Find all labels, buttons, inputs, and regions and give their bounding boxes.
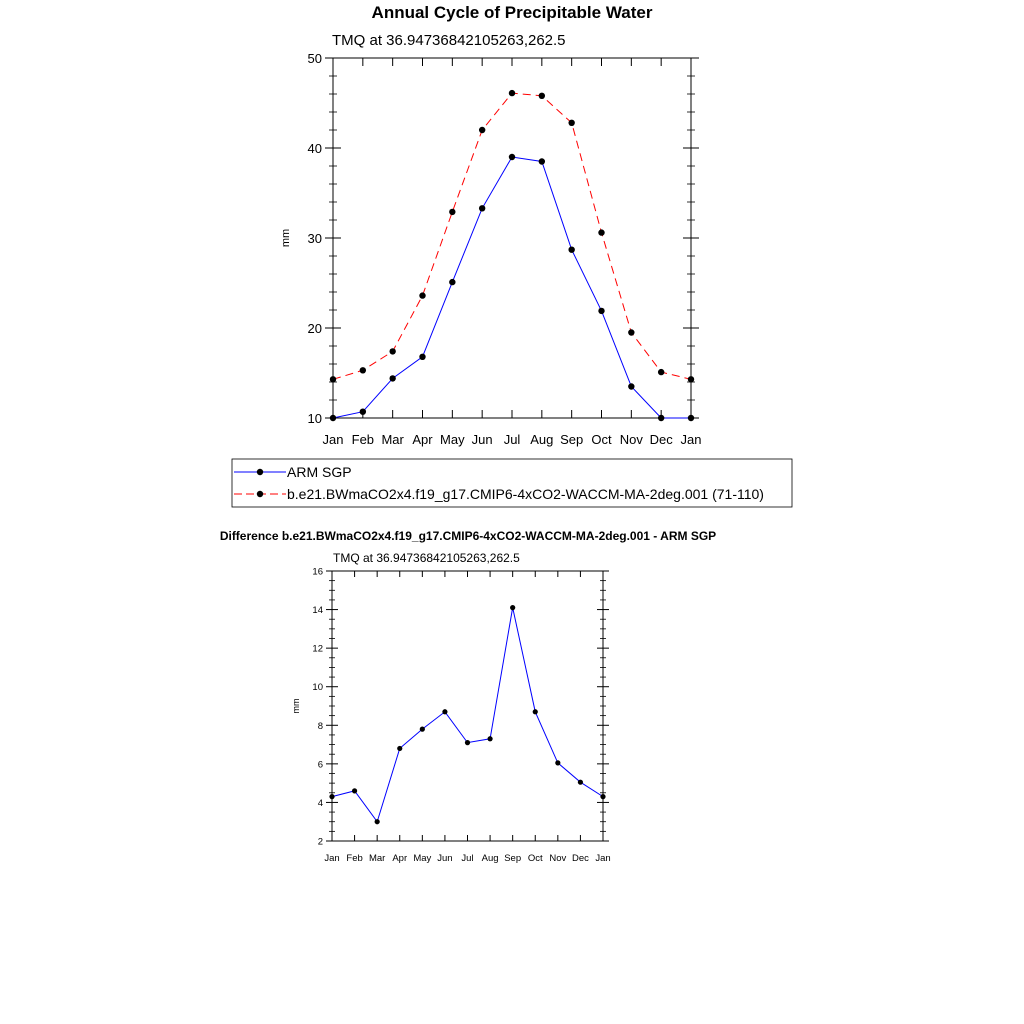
x-tick-labels bbox=[323, 432, 702, 447]
x-tick-label: Feb bbox=[351, 432, 375, 447]
data-point bbox=[600, 794, 605, 799]
y-tick-label: 12 bbox=[312, 643, 323, 655]
data-point bbox=[419, 292, 425, 298]
data-point bbox=[598, 308, 604, 314]
y-tick-label: 10 bbox=[307, 411, 322, 426]
data-point bbox=[628, 329, 634, 335]
x-tick-label: Sep bbox=[560, 432, 584, 447]
difference-y-axis-label: mm bbox=[291, 698, 301, 714]
y-tick-label: 6 bbox=[317, 759, 323, 771]
data-point bbox=[389, 375, 395, 381]
x-tick-label: Aug bbox=[481, 853, 499, 864]
x-tick-label: May bbox=[413, 853, 432, 864]
data-point bbox=[578, 780, 583, 785]
x-tick-label: Jul bbox=[461, 853, 474, 864]
data-point bbox=[487, 736, 492, 741]
data-point bbox=[555, 760, 560, 765]
y-tick-label: 10 bbox=[312, 682, 323, 694]
data-point bbox=[420, 727, 425, 732]
y-tick-label: 14 bbox=[312, 605, 323, 617]
data-point bbox=[509, 154, 515, 160]
series-line-0 bbox=[333, 157, 691, 418]
data-point bbox=[449, 209, 455, 215]
data-point bbox=[449, 279, 455, 285]
x-tick-label: May bbox=[440, 432, 465, 447]
data-point bbox=[509, 90, 515, 96]
plot-frame bbox=[333, 58, 691, 418]
chart-subtitle: TMQ at 36.94736842105263,262.5 bbox=[332, 32, 566, 49]
x-tick-label: Dec bbox=[649, 432, 673, 447]
data-point bbox=[465, 740, 470, 745]
legend-marker-model bbox=[257, 491, 263, 497]
data-point bbox=[397, 746, 402, 751]
data-point bbox=[628, 383, 634, 389]
difference-chart bbox=[220, 529, 716, 864]
x-tick-label: Oct bbox=[591, 432, 612, 447]
x-tick-label: Nov bbox=[619, 432, 643, 447]
data-point bbox=[479, 127, 485, 133]
legend-label-model: b.e21.BWmaCO2x4.f19_g17.CMIP6-4xCO2-WACCM-MA-2deg.001 (71-110) bbox=[287, 486, 764, 502]
y-tick-label: 16 bbox=[312, 566, 323, 578]
data-point bbox=[442, 709, 447, 714]
x-tick-label: Jan bbox=[680, 432, 702, 447]
data-point bbox=[389, 348, 395, 354]
y-tick-labels bbox=[308, 51, 322, 426]
axis-ticks bbox=[325, 58, 699, 418]
data-point bbox=[568, 247, 574, 253]
data-point bbox=[352, 788, 357, 793]
y-tick-label: 2 bbox=[317, 836, 323, 848]
data-point bbox=[539, 93, 545, 99]
x-tick-label: Feb bbox=[346, 853, 363, 864]
data-point bbox=[539, 158, 545, 164]
x-tick-label: Apr bbox=[392, 853, 408, 864]
x-tick-label: Jan bbox=[324, 853, 340, 864]
data-point bbox=[533, 709, 538, 714]
x-tick-label: Aug bbox=[530, 432, 554, 447]
y-tick-label: 4 bbox=[317, 797, 323, 809]
data-point bbox=[568, 120, 574, 126]
data-point bbox=[375, 819, 380, 824]
data-point bbox=[688, 376, 694, 382]
y-tick-label: 30 bbox=[307, 231, 322, 246]
chart-title: Annual Cycle of Precipitable Water bbox=[371, 3, 653, 22]
y-tick-label: 8 bbox=[317, 720, 323, 732]
data-point bbox=[330, 376, 336, 382]
difference-title: Difference b.e21.BWmaCO2x4.f19_g17.CMIP6-4xCO2-WACCM-MA-2deg.001 - ARM SGP bbox=[219, 529, 717, 543]
data-point bbox=[658, 369, 664, 375]
difference-y-tick-labels bbox=[312, 567, 323, 848]
x-tick-label: Jan bbox=[595, 853, 611, 864]
difference-series-layer bbox=[329, 605, 605, 824]
data-point bbox=[510, 605, 515, 610]
series-line-1 bbox=[333, 93, 691, 379]
data-point bbox=[479, 205, 485, 211]
x-tick-label: Jul bbox=[503, 432, 521, 447]
series-layer bbox=[330, 90, 694, 421]
x-tick-label: Jun bbox=[471, 432, 493, 447]
x-tick-label: Jan bbox=[322, 432, 344, 447]
difference-x-tick-labels bbox=[324, 853, 610, 864]
data-point bbox=[330, 415, 336, 421]
series-line-0 bbox=[332, 608, 603, 822]
data-point bbox=[419, 354, 425, 360]
y-tick-label: 40 bbox=[307, 141, 322, 156]
data-point bbox=[360, 367, 366, 373]
x-tick-label: Nov bbox=[549, 853, 567, 864]
data-point bbox=[329, 794, 334, 799]
x-tick-label: Apr bbox=[412, 432, 433, 447]
x-tick-label: Sep bbox=[504, 853, 522, 864]
y-tick-label: 50 bbox=[307, 51, 322, 66]
difference-axis-ticks bbox=[326, 571, 609, 841]
annual-cycle-chart bbox=[280, 3, 701, 447]
x-tick-label: Dec bbox=[571, 853, 589, 864]
difference-plot-frame bbox=[332, 571, 603, 841]
data-point bbox=[360, 409, 366, 415]
y-axis-label: mm bbox=[280, 228, 292, 248]
legend-marker-arm bbox=[257, 469, 263, 475]
legend bbox=[232, 459, 792, 507]
data-point bbox=[658, 415, 664, 421]
x-tick-label: Mar bbox=[381, 432, 404, 447]
x-tick-label: Oct bbox=[527, 853, 543, 864]
x-tick-label: Jun bbox=[437, 853, 453, 864]
data-point bbox=[598, 229, 604, 235]
data-point bbox=[688, 415, 694, 421]
y-tick-label: 20 bbox=[307, 321, 322, 336]
legend-label-arm: ARM SGP bbox=[287, 464, 352, 480]
x-tick-label: Mar bbox=[368, 853, 386, 864]
difference-subtitle: TMQ at 36.94736842105263,262.5 bbox=[333, 551, 520, 565]
